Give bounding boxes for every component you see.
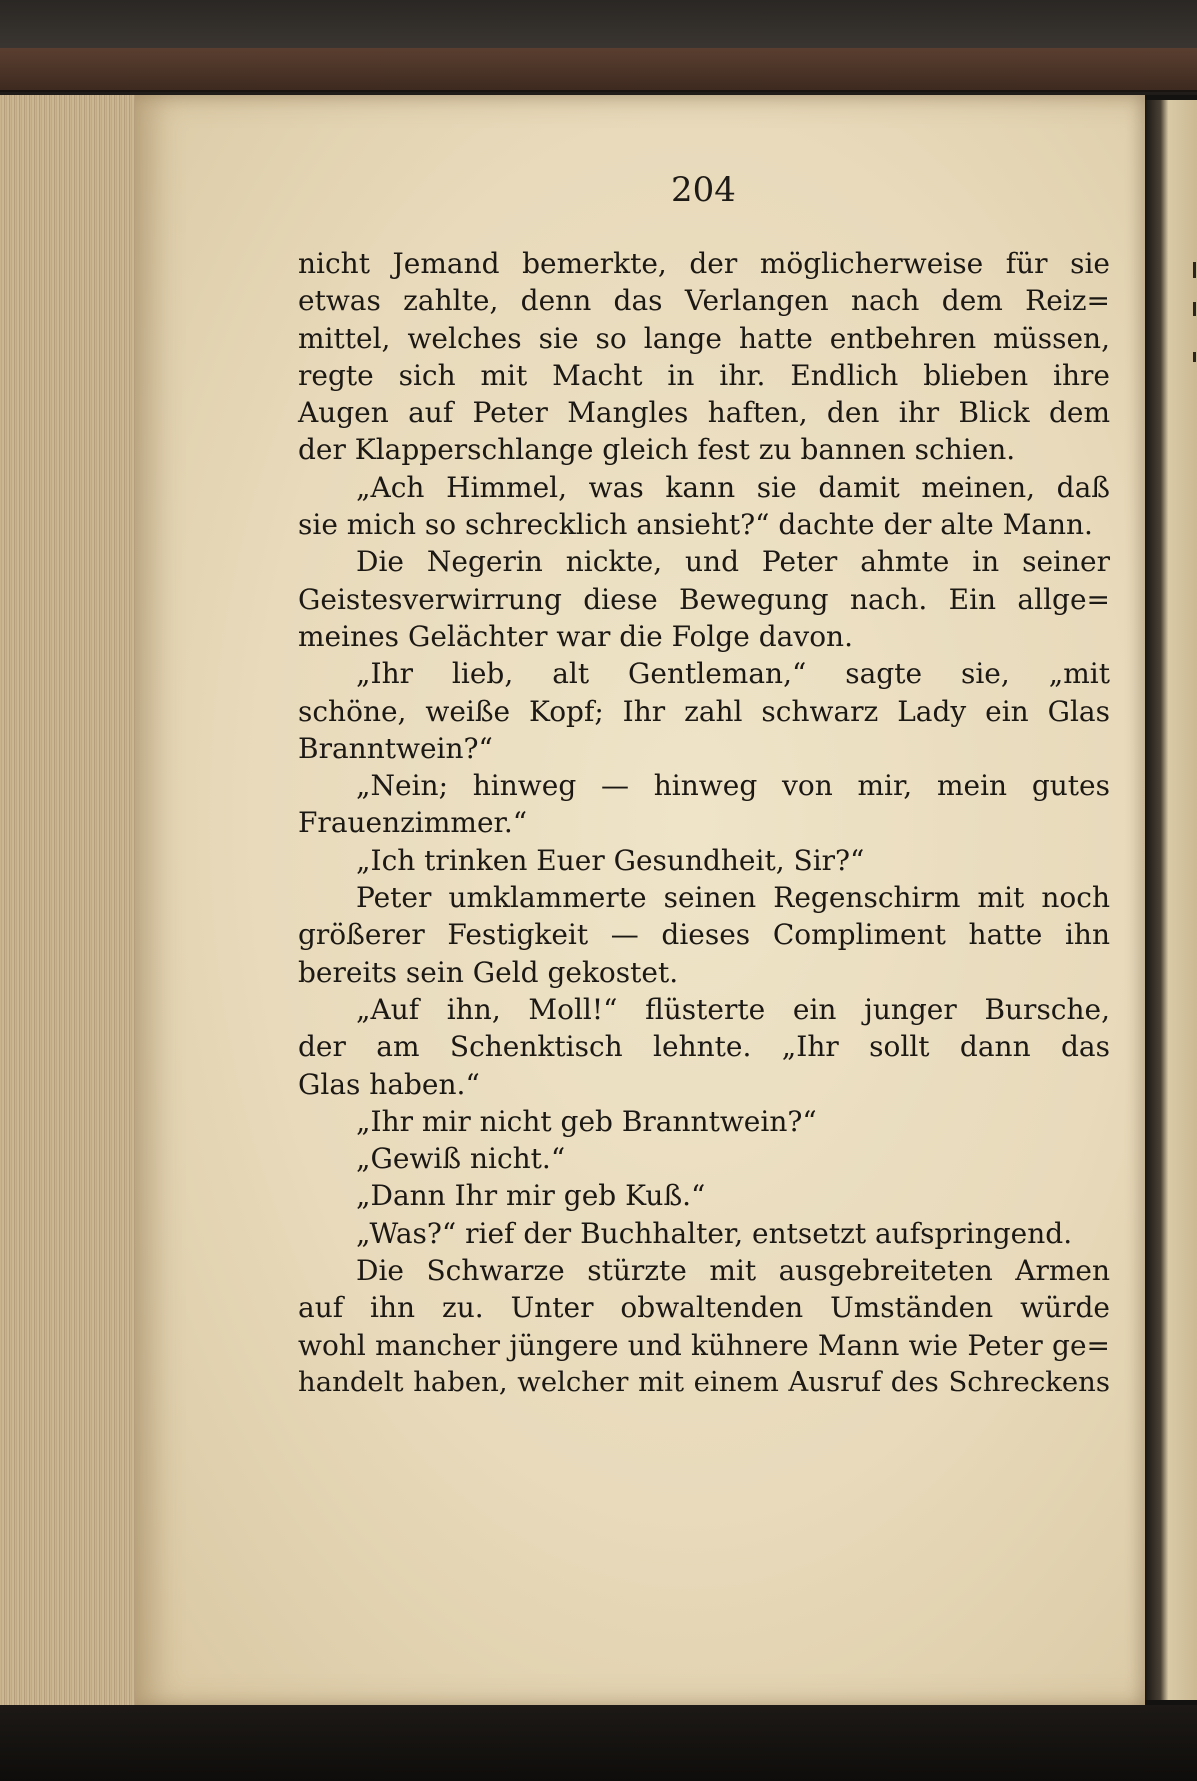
text-line: „Ich trinken Euer Gesundheit, Sir?“ [356, 843, 865, 877]
page-number: 204 [671, 170, 736, 210]
text-line: Branntwein?“ [298, 731, 493, 765]
text-line: „Auf ihn, Moll!“ flüsterte ein junger Bursche, [356, 992, 1110, 1026]
book-cover-edge [0, 48, 1197, 92]
text-line: Die Negerin nickte, und Peter ahmte in seiner [356, 545, 1110, 579]
text-line: Glas haben.“ [298, 1067, 480, 1101]
text-line: auf ihn zu. Unter obwaltenden Umständen würde [298, 1291, 1110, 1325]
text-line: Die Schwarze stürzte mit ausgebreiteten Armen [356, 1254, 1110, 1288]
text-line: der am Schenktisch lehnte. „Ihr sollt dann das [298, 1030, 1110, 1064]
text-line: Peter umklammerte seinen Regenschirm mit noch [356, 881, 1110, 915]
text-line: der Klapperschlange gleich fest zu bannen schien. [298, 433, 1016, 467]
text-line: „Ihr lieb, alt Gentleman,“ sagte sie, „mit [356, 657, 1110, 691]
text-line: „Was?“ rief der Buchhalter, entsetzt aufspringend. [356, 1216, 1073, 1250]
text-line: Frauenzimmer.“ [298, 806, 528, 840]
text-line: nicht Jemand bemerkte, der möglicherweise für sie [298, 247, 1110, 280]
body-text [298, 245, 1110, 1401]
facing-page-mark [1193, 262, 1196, 278]
text-line: schöne, weiße Kopf; Ihr zahl schwarz Lady ein Glas [298, 694, 1110, 728]
facing-page-mark [1193, 302, 1196, 316]
text-line: handelt haben, welcher mit einem Ausruf des Schreckens [298, 1365, 1110, 1398]
text-line: „Gewiß nicht.“ [356, 1142, 566, 1176]
text-line: mittel, welches sie so lange hatte entbehren müssen, [298, 321, 1110, 355]
text-line: „Ihr mir nicht geb Branntwein?“ [356, 1104, 817, 1138]
text-line: „Nein; hinweg — hinweg von mir, mein gutes [356, 769, 1110, 803]
text-line: „Dann Ihr mir geb Kuß.“ [356, 1179, 706, 1213]
facing-page-mark [1193, 352, 1196, 362]
text-line: meines Gelächter war die Folge davon. [298, 619, 853, 653]
right-page-edge [1145, 100, 1197, 1700]
text-line: sie mich so schrecklich ansieht?“ dachte der alte Mann. [298, 508, 1093, 542]
text-line: wohl mancher jüngere und kühnere Mann wie Peter ge= [298, 1328, 1110, 1362]
text-line: bereits sein Geld gekostet. [298, 955, 679, 989]
text-line: Geistesverwirrung diese Bewegung nach. Ein allge= [298, 582, 1110, 616]
text-line: „Ach Himmel, was kann sie damit meinen, daß [356, 470, 1110, 504]
text-line: etwas zahlte, denn das Verlangen nach dem Reiz= [298, 284, 1110, 318]
book-bottom-shadow [0, 1705, 1197, 1781]
text-line: größerer Festigkeit — dieses Compliment hatte ihn [298, 918, 1110, 952]
left-page-stack [0, 95, 142, 1705]
text-line: Augen auf Peter Mangles haften, den ihr Blick dem [298, 396, 1110, 430]
text-line: regte sich mit Macht in ihr. Endlich blieben ihre [298, 358, 1110, 392]
